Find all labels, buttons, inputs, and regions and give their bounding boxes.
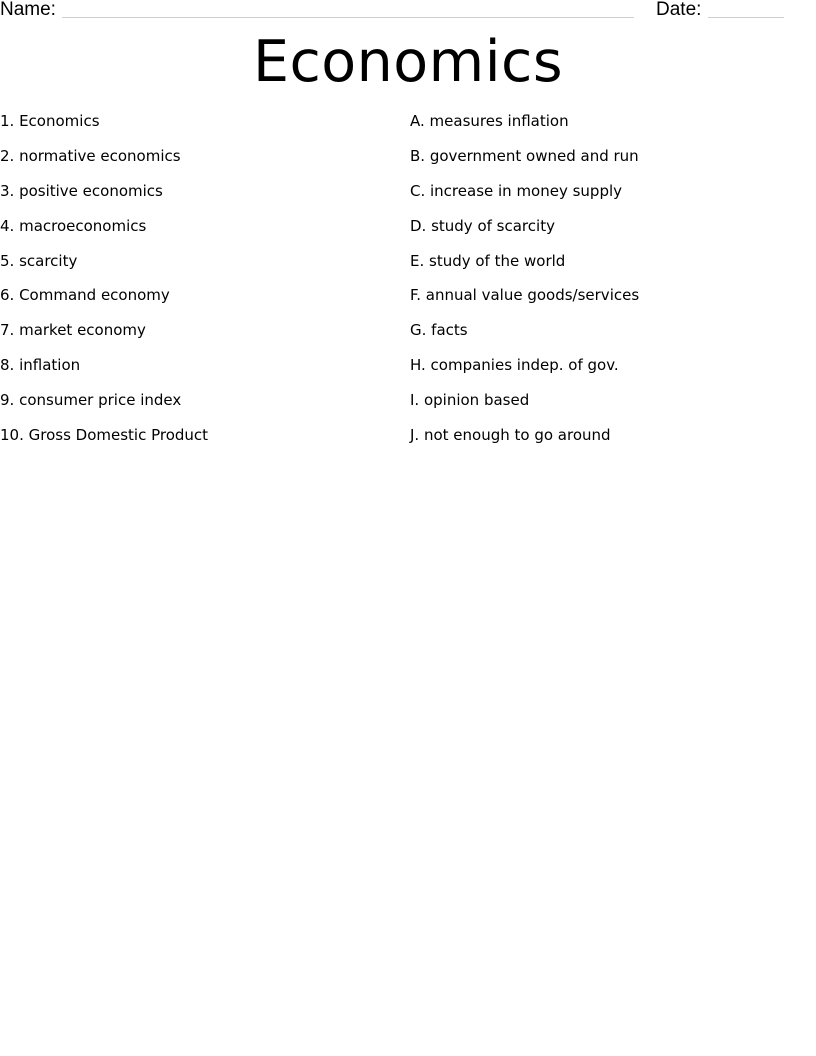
term-item: 9. consumer price index — [0, 391, 182, 410]
definition-item: H. companies indep. of gov. — [410, 356, 619, 375]
definition-item: I. opinion based — [410, 391, 530, 410]
definition-item: B. government owned and run — [410, 146, 639, 165]
terms-list — [0, 110, 400, 459]
term-item: 2. normative economics — [0, 146, 181, 165]
term-item: 8. inflation — [0, 356, 81, 375]
term-item: 3. positive economics — [0, 181, 163, 200]
term-item: 6. Command economy — [0, 286, 170, 305]
term-item: 1. Economics — [0, 112, 100, 130]
name-label: Name: — [0, 0, 56, 20]
date-blank-line[interactable] — [708, 17, 784, 18]
definition-item: G. facts — [410, 321, 468, 340]
term-item: 7. market economy — [0, 321, 146, 340]
definition-item: E. study of the world — [410, 251, 566, 270]
definition-item: F. annual value goods/services — [410, 286, 640, 305]
date-label: Date: — [656, 0, 702, 20]
term-item: 5. scarcity — [0, 251, 78, 270]
term-item: 4. macroeconomics — [0, 216, 147, 235]
page-title: Economics — [252, 29, 564, 95]
definition-item: C. increase in money supply — [410, 181, 623, 200]
definitions-list — [410, 110, 810, 459]
term-item: 10. Gross Domestic Product — [0, 426, 209, 445]
definition-item: D. study of scarcity — [410, 216, 555, 235]
definition-item: A. measures inflation — [410, 112, 569, 130]
name-blank-line[interactable] — [62, 17, 634, 18]
header-row — [0, 0, 816, 24]
definition-item: J. not enough to go around — [410, 426, 611, 445]
